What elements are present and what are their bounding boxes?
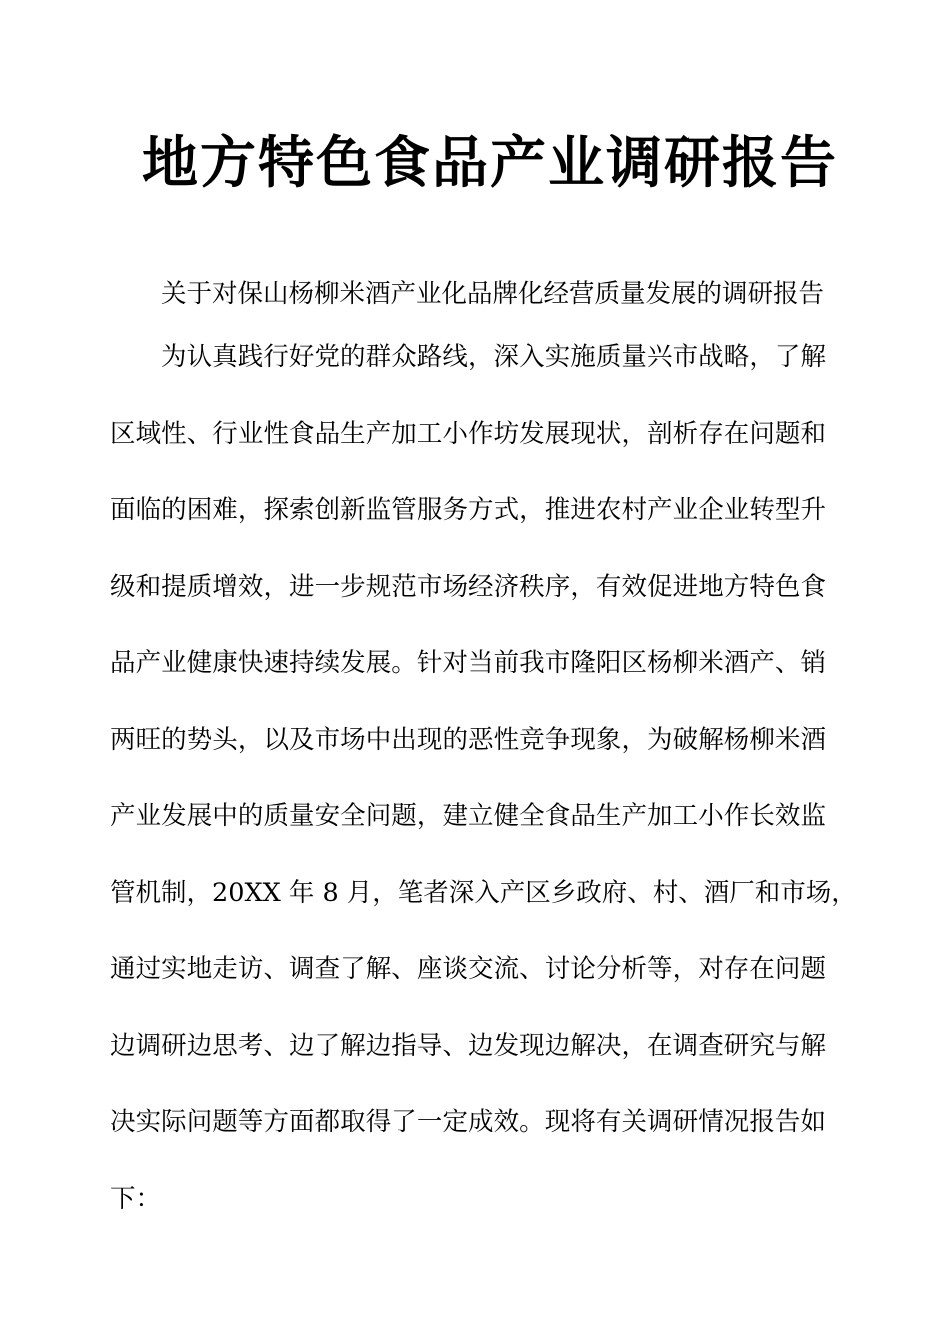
body-line: 两旺的势头，以及市场中出现的恶性竞争现象，为破解杨柳米酒 — [110, 724, 826, 755]
body-line: 决实际问题等方面都取得了一定成效。现将有关调研情况报告如 — [110, 1107, 826, 1137]
body-line: 品产业健康快速持续发展。针对当前我市隆阳区杨柳米酒产、销 — [110, 648, 826, 678]
body-line: 产业发展中的质量安全问题，建立健全食品生产加工小作长效监 — [110, 801, 826, 831]
body-line: 边调研边思考、边了解边指导、边发现边解决，在调查研究与解 — [110, 1030, 826, 1061]
document-title: 地方特色食品产业调研报告 — [142, 131, 838, 196]
body-line: 区域性、行业性食品生产加工小作坊发展现状，剖析存在问题和 — [110, 418, 826, 449]
body-line: 级和提质增效，进一步规范市场经济秩序，有效促进地方特色食 — [110, 571, 826, 602]
body-line: 通过实地走访、调查了解、座谈交流、讨论分析等，对存在问题 — [110, 954, 826, 984]
document-subtitle: 关于对保山杨柳米酒产业化品牌化经营质量发展的调研报告 — [161, 279, 825, 309]
body-paragraph — [110, 333, 857, 1251]
body-line: 管机制，20XX 年 8 月，笔者深入产区乡政府、村、酒厂和市场， — [110, 877, 857, 908]
body-line: 为认真践行好党的群众路线，深入实施质量兴市战略，了解 — [161, 342, 826, 372]
body-line: 下： — [110, 1183, 162, 1214]
body-line: 面临的困难，探索创新监管服务方式，推进农村产业企业转型升 — [110, 495, 826, 525]
